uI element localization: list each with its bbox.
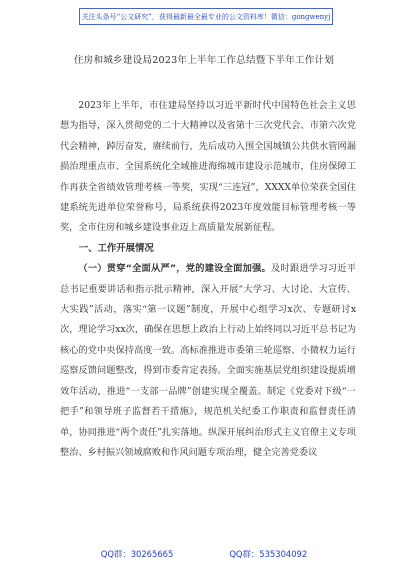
footer-qq-group-2: QQ群：535304092	[229, 549, 308, 559]
footer-qq-group-1: QQ群：30265665	[100, 549, 174, 559]
subsection-heading-party-building: （一）贯穿“全面从严”，党的建设全面加强。	[78, 263, 272, 275]
document-body	[60, 96, 356, 463]
promo-banner	[79, 8, 333, 25]
footer	[0, 548, 408, 560]
section-heading-work-status: 一、工作开展情况	[78, 242, 154, 254]
document-title: 住房和城乡建设局2023年上半年工作总结暨下半年工作计划	[73, 55, 335, 66]
promo-banner-text: 关注头条号“公文研究”，获得最新最全最专业的公文资料库！微信：gongwenyj	[81, 12, 331, 21]
subsection-body-party-building: 及时跟进学习习近平总书记重要讲话和指示批示精神，深入开展“大学习、大讨论、大宣传、大实践”活动，落实“第一议题”制度，开展中心组学习x次、专题研讨x次，理论学习xx次，确保在思想上政治上行动上始终同以习近平总书记为核心的党中央保持高度一致。高标准推进市委第三轮巡察、小微权力运行巡察反馈问题整改，得到市委肯定表扬。全面实施基层党组织建设提质增效年活动，推进“一支部一品牌”创建实现全覆盖。制定《党委对下级“一把手”和领导班子监督若干措施》，规范机关纪委工作职责和监督责任清单，协同推进“两个责任”扎实落地。纵深开展纠治形式主义官僚主义专项整治、乡村振兴领域腐败和作风问题专项治理，健全完善党委议	[60, 263, 357, 458]
intro-paragraph: 2023年上半年，市住建局坚持以习近平新时代中国特色社会主义思想为指导，深入贯彻党的二十大精神以及省第十三次党代会、市第六次党代会精神，踔厉奋发，赓续前行，先后成功入围全国城镇公共供水管网漏损治理重点市、全国系统化全域推进海绵城市建设示范城市，住房保障工作再获全省绩效管理考核一等奖，实现“三连冠”，XXXX单位荣获全国住建系统先进单位荣誉称号，局系统获得2023年度效能目标管理考核一等奖，全市住房和城乡建设事业迈上高质量发展新征程。	[60, 100, 356, 234]
subsection-paragraph-party-building	[60, 259, 356, 463]
